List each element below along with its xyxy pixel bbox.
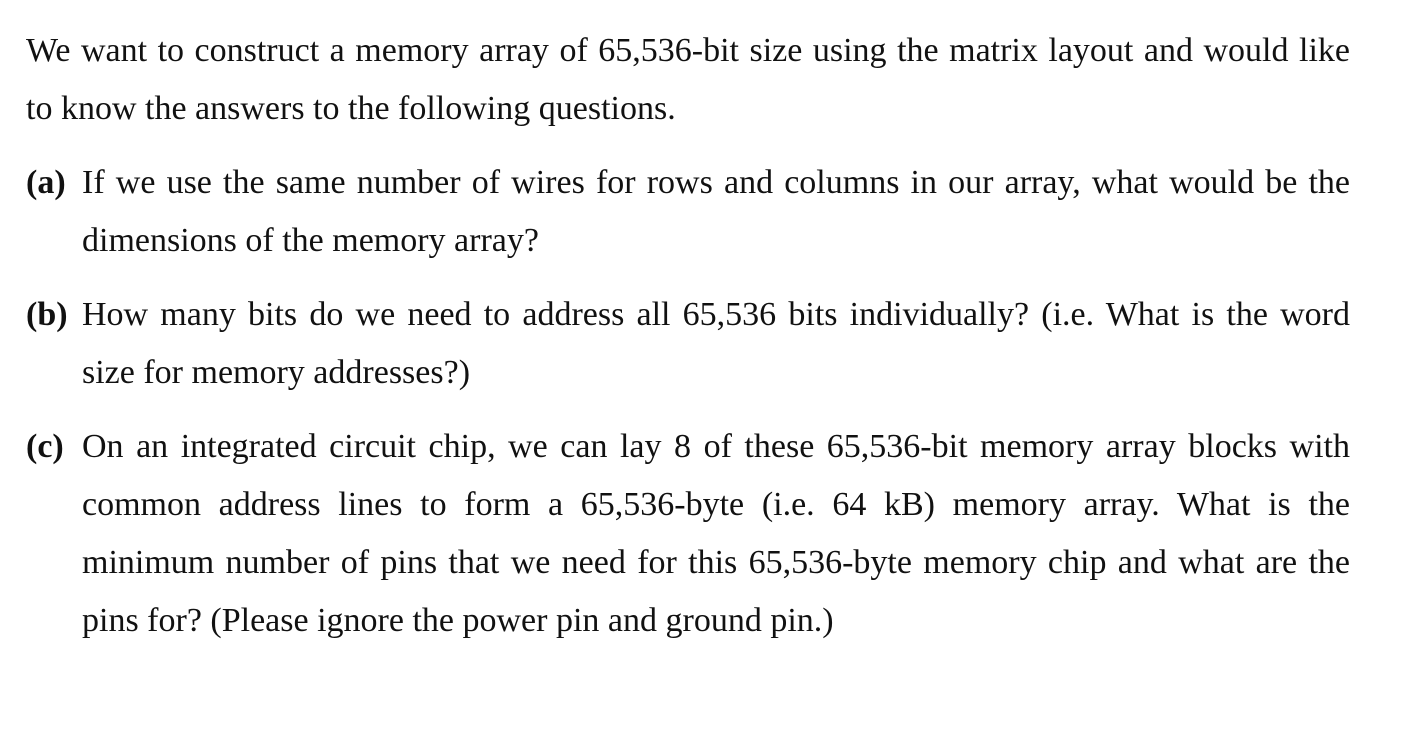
question-b: [26, 286, 1350, 402]
question-c: [26, 418, 1350, 650]
question-label-a: (a): [26, 164, 66, 201]
question-text-b: How many bits do we need to address all 65,536 bits individually? (i.e. What is the word size for memory addresses?): [82, 296, 1350, 391]
question-a: [26, 154, 1350, 270]
question-text-c: On an integrated circuit chip, we can lay 8 of these 65,536-bit memory array blocks with common address lines to form a 65,536-byte (i.e. 64 kB) memory array. What is the minimum number of pins that we need for this 65,536-byte memory chip and what are the pins for? (Please ignore the power pin and ground pin.): [82, 428, 1350, 639]
problem-intro: We want to construct a memory array of 65,536-bit size using the matrix layout and would like to know the answers to the following questions.: [26, 32, 1350, 127]
question-label-c: (c): [26, 428, 64, 465]
problem-document: [26, 22, 1350, 666]
question-label-b: (b): [26, 296, 68, 333]
question-text-a: If we use the same number of wires for rows and columns in our array, what would be the dimensions of the memory array?: [82, 164, 1350, 259]
